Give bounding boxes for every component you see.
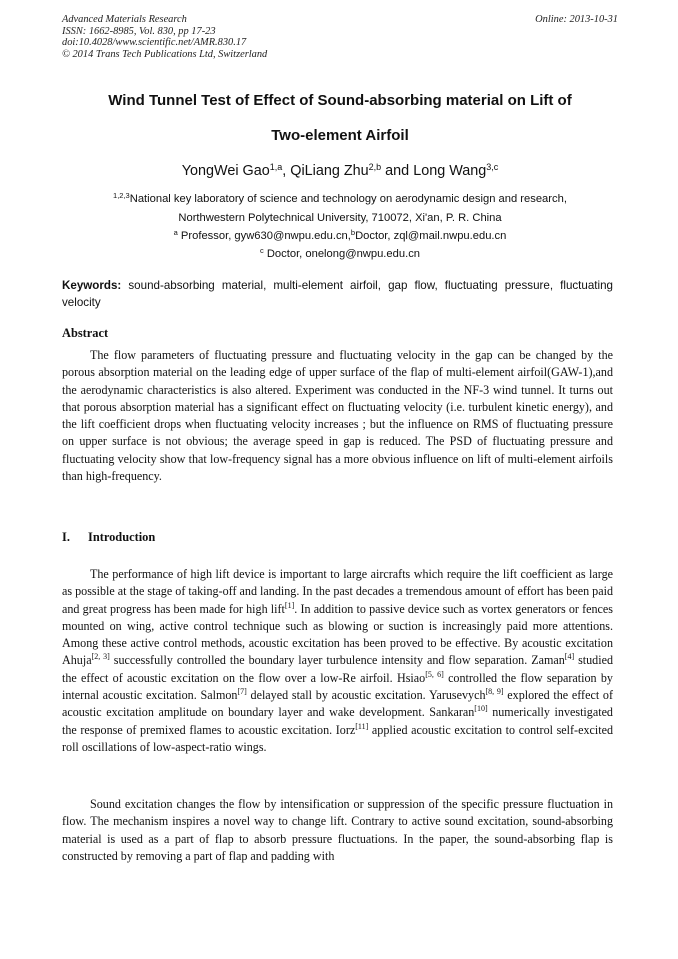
author-name: QiLiang Zhu	[290, 163, 369, 179]
citation: [2, 3]	[91, 652, 110, 662]
journal-name: Advanced Materials Research	[62, 14, 187, 25]
citation: [1]	[284, 600, 295, 610]
author-affiliation-mark: 3,c	[486, 162, 499, 172]
intro-paragraph-2: Sound excitation changes the flow by intensification or suppression of the specific pressure fluctuation in flow. The mechanism inspires a novel way to change lift. Contrary to active sound excitation, sound-absorbing material is used as a part of flap to absorb pressure fluctuations. In the paper, the sound-absorbing flap is constructed by removing a part of flap and padding with	[62, 797, 613, 863]
section-title: Introduction	[88, 530, 156, 544]
paragraph-text: . In addition to passive device such as vortex generators or fences mounted on wing, active control technique such as blowing or suction is increasingly paid more attentions. Among these active control methods, acoustic excitation has been proved to be effective. By acoustic excitation Ahuja	[62, 601, 613, 668]
keywords-label: Keywords:	[62, 279, 122, 292]
affiliation-email-line	[62, 247, 618, 261]
affiliation-text: Northwestern Polytechnical University, 710072, Xi'an, P. R. China	[178, 212, 502, 224]
citation: [7]	[237, 687, 247, 697]
author-separator: and	[381, 163, 414, 179]
affiliation-mark: a	[173, 228, 178, 237]
affiliation-text: Doctor, onelong@nwpu.edu.cn	[263, 248, 421, 260]
paragraph-text: studied the effect of acoustic excitation on the flow over a low-Re airfoil. Hsiao	[62, 653, 614, 685]
author-name: Long Wang	[413, 163, 487, 179]
online-date: Online: 2013-10-31	[535, 14, 618, 25]
affiliation-line	[62, 211, 618, 225]
author-name: YongWei Gao	[181, 163, 270, 179]
section-number: I.	[62, 530, 70, 544]
author-list	[62, 162, 618, 180]
journal-copyright: © 2014 Trans Tech Publications Ltd, Switzerland	[62, 48, 268, 60]
author-separator: ,	[282, 163, 291, 179]
abstract-heading: Abstract	[62, 326, 109, 340]
affiliation-text: National key laboratory of science and technology on aerodynamic design and research,	[129, 193, 567, 205]
paper-title-line-2: Two-element Airfoil	[271, 127, 409, 144]
citation: [5, 6]	[425, 669, 444, 679]
journal-header	[62, 14, 618, 60]
affiliation-mark: c	[259, 246, 264, 255]
citation: [11]	[355, 721, 369, 731]
journal-issn: ISSN: 1662-8985, Vol. 830, pp 17-23	[62, 25, 216, 37]
section-heading	[62, 530, 155, 545]
citation: [10]	[474, 704, 488, 714]
keywords	[62, 277, 613, 311]
paragraph-text: controlled the flow separation by internal acoustic excitation. Salmon	[62, 670, 613, 703]
affiliation-email-line	[62, 229, 618, 243]
paper-title-line-1: Wind Tunnel Test of Effect of Sound-absorbing material on Lift of	[108, 92, 572, 109]
paragraph-text: The performance of high lift device is important to large aircrafts which require the lift coefficient as large as possible at the stage of taking-off and landing. In the past decades a tremendous amount of effort has been paid and great progress has been made for high lift	[62, 567, 613, 616]
affiliation-text: Professor, gyw630@nwpu.edu.cn,	[177, 230, 351, 242]
author-affiliation-mark: 1,a	[269, 162, 283, 172]
affiliation-text: Doctor, zql@mail.nwpu.edu.cn	[355, 230, 507, 242]
paragraph-text: successfully controlled the boundary layer turbulence intensity and flow separation. Zaman	[109, 653, 565, 668]
intro-paragraph-1	[62, 566, 613, 756]
citation: [4]	[564, 652, 575, 662]
paragraph-text: delayed stall by acoustic excitation. Yarusevych	[246, 688, 486, 703]
paragraph-text: explored the effect of acoustic excitation amplitude on boundary layer and wake development. Sankaran	[62, 688, 613, 720]
affiliation-mark: b	[350, 228, 356, 237]
keywords-text: sound-absorbing material, multi-element airfoil, gap flow, fluctuating pressure, fluctuating velocity	[62, 279, 613, 309]
author-affiliation-mark: 2,b	[368, 162, 382, 172]
citation: [8, 9]	[485, 687, 504, 697]
paragraph-text: applied acoustic excitation to control self-excited roll oscillations of low-aspect-ratio wings.	[62, 722, 613, 754]
journal-doi: doi:10.4028/www.scientific.net/AMR.830.17	[62, 37, 247, 48]
paragraph-text: numerically investigated the response of premixed flames to acoustic excitation. Iorz	[62, 705, 613, 737]
abstract-paragraph: The flow parameters of fluctuating pressure and fluctuating velocity in the gap can be changed by the porous absorption material on the leading edge of upper surface of the flap of multi-element airfoil(GAW-1),and the aerodynamic characteristics is also altered. Experiment was conducted in the NF-3 wind tunnel. It turns out that porous absorption material has a significant effect on fluctuating velocity (i.e. turbulent kinetic energy), and the lift coefficient drops when fluctuating velocity increases ; but the influence on RMS of fluctuating pressure on upper surface is not obvious; the average speed in gap is reduced. The PSD of fluctuating pressure and fluctuating velocity show that low-frequency signal has a more obvious influence on lift of multi-element airfoils than high-frequency.	[62, 348, 613, 484]
affiliation-line	[62, 192, 618, 206]
affiliation-mark: 1,2,3	[113, 191, 130, 200]
